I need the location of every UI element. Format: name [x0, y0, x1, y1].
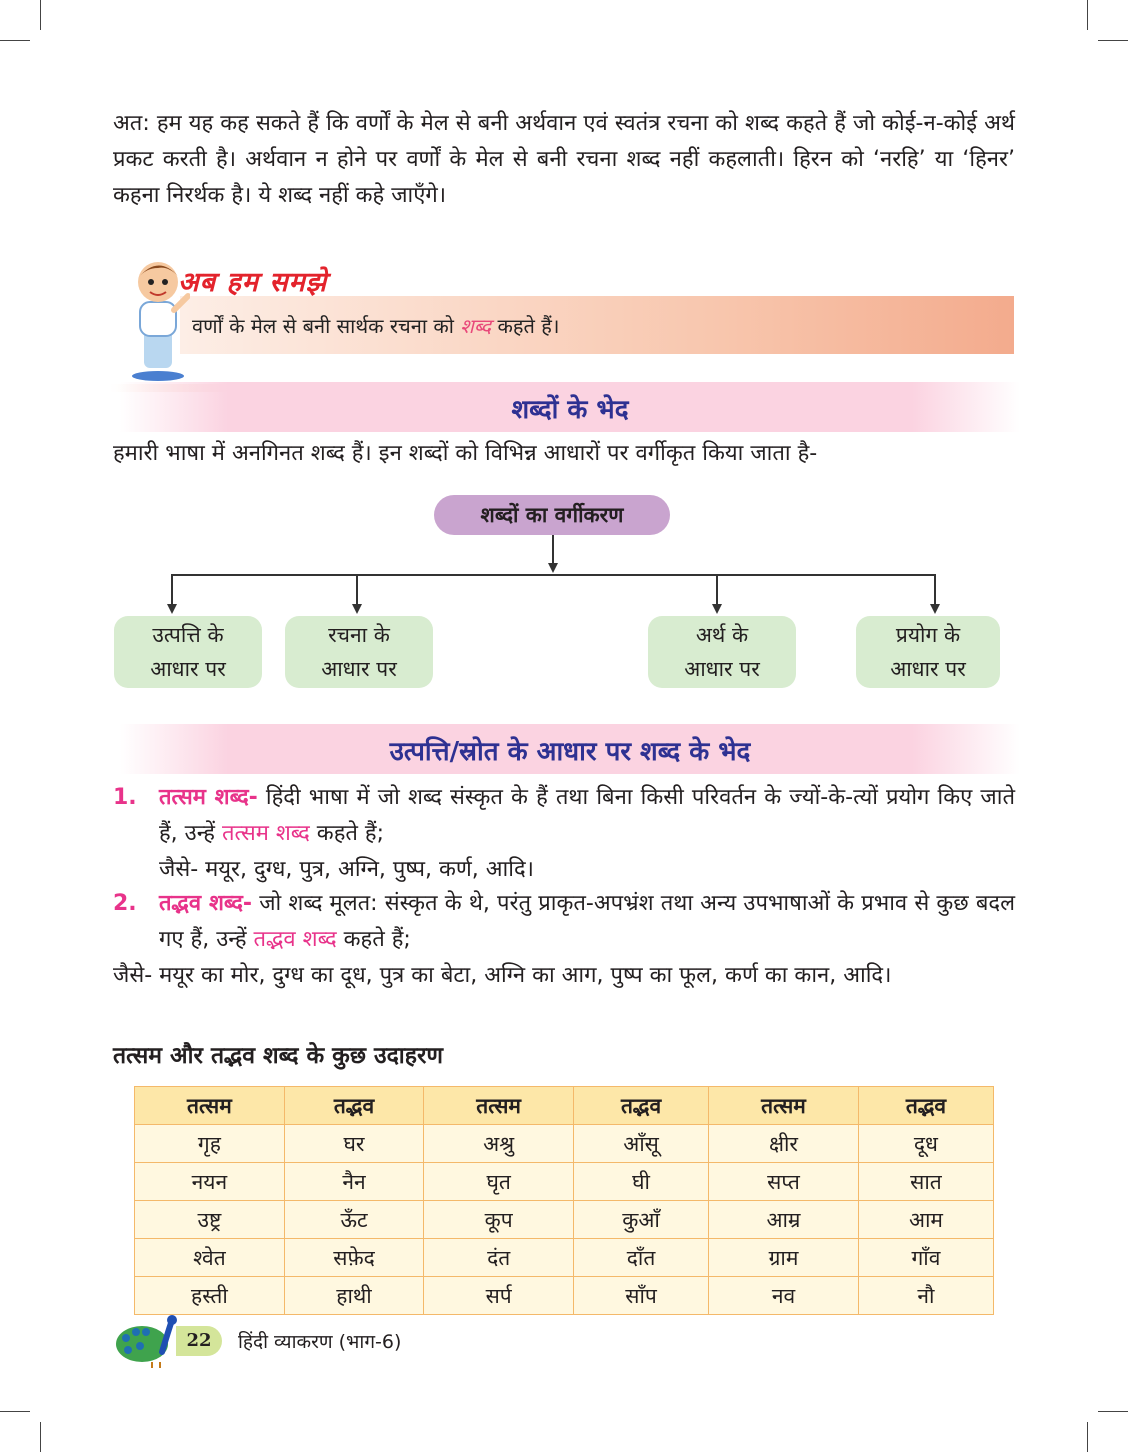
item-example: जैसे- मयूर का मोर, दुग्ध का दूध, पुत्र का बेटा, अग्नि का आग, पुष्प का फूल, कर्ण का कान, आदि। — [113, 963, 892, 988]
connector-line — [716, 574, 718, 604]
crop-mark — [0, 1411, 30, 1412]
crop-mark — [1098, 40, 1128, 41]
connector-line — [171, 574, 173, 604]
table-row — [135, 1277, 994, 1315]
crop-mark — [1087, 1422, 1088, 1452]
table-cell: कूप — [424, 1201, 574, 1239]
connector-line — [356, 574, 358, 604]
peacock-icon — [112, 1312, 182, 1370]
table-cell: साँप — [574, 1277, 709, 1315]
section-title-band — [120, 724, 1020, 774]
table-cell: घी — [574, 1163, 709, 1201]
item-term: तत्सम शब्द- — [159, 785, 258, 810]
classification-root: शब्दों का वर्गीकरण — [434, 495, 670, 535]
table-cell: अश्रु — [424, 1125, 574, 1163]
table-row — [135, 1201, 994, 1239]
definition-item: 2. तद्भव शब्द- जो शब्द मूलत: संस्कृत के थे, परंतु प्राकृत-अपभ्रंश तथा अन्य उपभाषाओं के प्रभाव से कुछ बदल गए हैं, उन्हें तद्भव शब्द कहते हैं; — [113, 886, 1015, 958]
book-title: हिंदी व्याकरण (भाग-6) — [238, 1331, 402, 1353]
table-cell: उष्ट्र — [135, 1201, 285, 1239]
examples-table — [134, 1086, 994, 1315]
table-cell: नयन — [135, 1163, 285, 1201]
section-title: उत्पत्ति/स्रोत के आधार पर शब्द के भेद — [389, 737, 751, 767]
table-cell: हस्ती — [135, 1277, 285, 1315]
table-row — [135, 1163, 994, 1201]
table-cell: हाथी — [284, 1277, 423, 1315]
column-header: तद्भव — [284, 1087, 423, 1125]
table-header-row — [135, 1087, 994, 1125]
section-title-band — [120, 382, 1020, 432]
column-header: तत्सम — [135, 1087, 285, 1125]
table-cell: आम्र — [709, 1201, 859, 1239]
highlight-word: तद्भव शब्द — [253, 927, 337, 952]
highlight-word: शब्द — [460, 314, 492, 338]
table-cell: घर — [284, 1125, 423, 1163]
column-header: तत्सम — [424, 1087, 574, 1125]
table-cell: कुआँ — [574, 1201, 709, 1239]
arrow-down-icon — [352, 604, 362, 614]
crop-mark — [1087, 0, 1088, 30]
column-header: तद्भव — [574, 1087, 709, 1125]
table-cell: गृह — [135, 1125, 285, 1163]
table-cell: ऊँट — [284, 1201, 423, 1239]
arrow-down-icon — [167, 604, 177, 614]
table-row — [135, 1239, 994, 1277]
table-cell: दंत — [424, 1239, 574, 1277]
table-cell: सफ़ेद — [284, 1239, 423, 1277]
intro-paragraph: अत: हम यह कह सकते हैं कि वर्णों के मेल से बनी अर्थवान एवं स्वतंत्र रचना को शब्द कहते हैं जो कोई-न-कोई अर्थ प्रकट करती है। अर्थवान न होने पर वर्णों के मेल से बनी रचना शब्द नहीं कहलाती। हिरन को ‘नरहि’ या ‘हिनर’ कहना निरर्थक है। ये शब्द नहीं कहे जाएँगे। — [113, 111, 1015, 208]
highlight-word: तत्सम शब्द — [221, 821, 310, 846]
section-title: शब्दों के भेद — [511, 395, 629, 425]
crop-mark — [0, 40, 30, 41]
table-cell: दाँत — [574, 1239, 709, 1277]
table-cell: सप्त — [709, 1163, 859, 1201]
table-cell: नव — [709, 1277, 859, 1315]
item-number: 1. — [113, 785, 137, 810]
arrow-down-icon — [712, 604, 722, 614]
table-cell: सात — [858, 1163, 993, 1201]
table-cell: क्षीर — [709, 1125, 859, 1163]
column-header: तद्भव — [858, 1087, 993, 1125]
crop-mark — [40, 1422, 41, 1452]
table-cell: ग्राम — [709, 1239, 859, 1277]
definition-item: 1. तत्सम शब्द- हिंदी भाषा में जो शब्द संस्कृत के हैं तथा बिना किसी परिवर्तन के ज्यों-के-त्यों प्रयोग किए जाते हैं, उन्हें तत्सम शब्द कहते हैं; जैसे- मयूर, दुग्ध, पुत्र, अग्नि, पुष्प, कर्ण, आदि। — [113, 780, 1015, 888]
node-usage: प्रयोग के आधार पर — [856, 616, 1000, 688]
crop-mark — [40, 0, 41, 30]
table-cell: आँसू — [574, 1125, 709, 1163]
samjhe-heading: अब हम समझे — [178, 267, 328, 298]
node-meaning: अर्थ के आधार पर — [648, 616, 796, 688]
page-number: 22 — [176, 1326, 222, 1356]
node-structure: रचना के आधार पर — [285, 616, 433, 688]
arrow-down-icon — [930, 604, 940, 614]
column-header: तत्सम — [709, 1087, 859, 1125]
table-cell: घृत — [424, 1163, 574, 1201]
item-term: तद्भव शब्द- — [159, 891, 253, 916]
table-row — [135, 1125, 994, 1163]
table-cell: गाँव — [858, 1239, 993, 1277]
connector-line — [934, 574, 936, 604]
section1-paragraph: हमारी भाषा में अनगिनत शब्द हैं। इन शब्दों को विभिन्न आधारों पर वर्गीकृत किया जाता है- — [113, 441, 818, 466]
examples-heading: तत्सम और तद्भव शब्द के कुछ उदाहरण — [113, 1043, 444, 1069]
table-cell: श्वेत — [135, 1239, 285, 1277]
item-number: 2. — [113, 891, 137, 916]
arrow-down-icon — [548, 563, 558, 573]
table-cell: दूध — [858, 1125, 993, 1163]
connector-line — [171, 574, 936, 576]
crop-mark — [1098, 1411, 1128, 1412]
table-cell: नौ — [858, 1277, 993, 1315]
table-cell: सर्प — [424, 1277, 574, 1315]
samjhe-text: वर्णों के मेल से बनी सार्थक रचना को शब्द कहते हैं। — [192, 314, 560, 338]
table-cell: आम — [858, 1201, 993, 1239]
node-origin: उत्पत्ति के आधार पर — [114, 616, 262, 688]
connector-line — [552, 535, 554, 563]
item-example: जैसे- मयूर, दुग्ध, पुत्र, अग्नि, पुष्प, कर्ण, आदि। — [159, 857, 534, 882]
table-cell: नैन — [284, 1163, 423, 1201]
